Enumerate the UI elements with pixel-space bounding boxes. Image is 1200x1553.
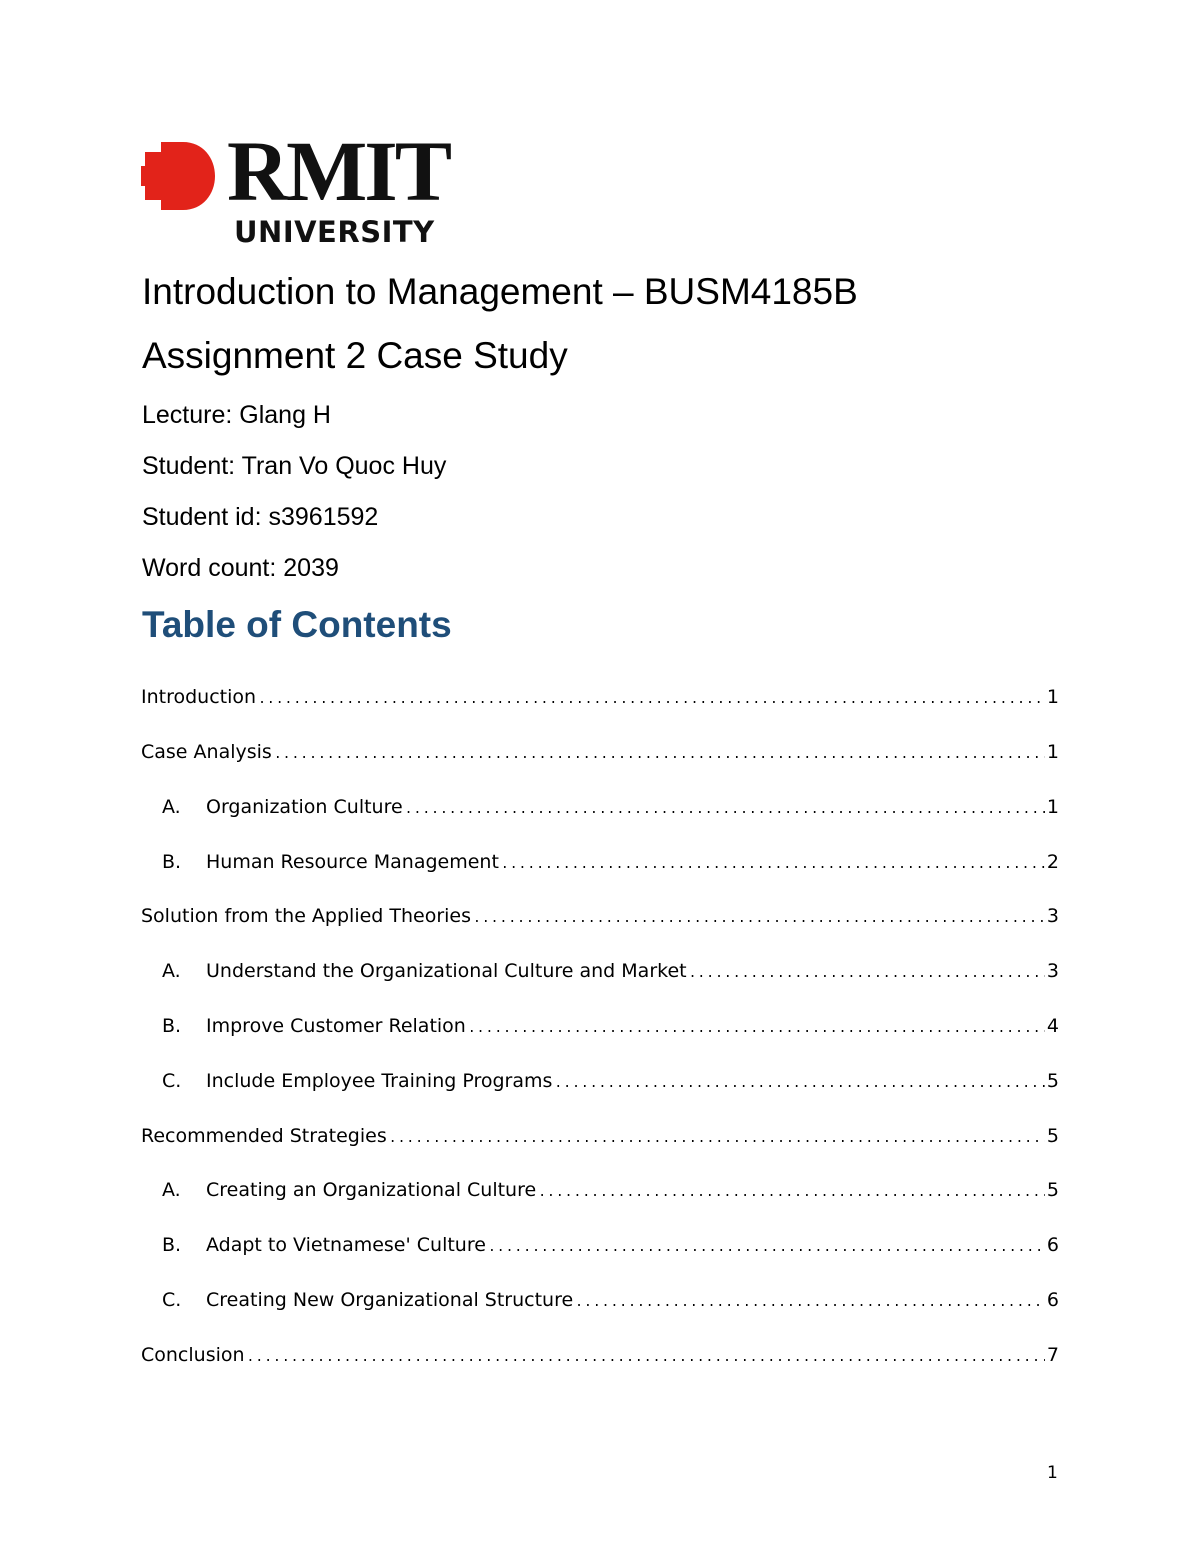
- toc-entry-page: 4: [1046, 1015, 1059, 1037]
- toc-entry-page: 1: [1046, 796, 1059, 818]
- course-title: Introduction to Management – BUSM4185B: [142, 271, 858, 312]
- toc-entry-page: 7: [1046, 1344, 1059, 1366]
- toc-entry-page: 5: [1046, 1070, 1059, 1092]
- toc-entry-page: 3: [1046, 960, 1059, 982]
- toc-entry-letter: A.: [162, 1179, 181, 1201]
- toc-entry-text: Organization Culture: [206, 796, 403, 818]
- toc-entry-letter: C.: [162, 1070, 182, 1092]
- lecture-line: Lecture: Glang H: [142, 401, 331, 429]
- toc-leader-dots: [538, 1180, 1045, 1206]
- assignment-title: Assignment 2 Case Study: [142, 335, 568, 376]
- toc-entry-page: 6: [1046, 1289, 1059, 1311]
- toc-entry-text: Include Employee Training Programs: [206, 1070, 553, 1092]
- toc-entry-text: Introduction: [141, 686, 257, 708]
- toc-leader-dots: [501, 852, 1045, 878]
- toc-entry-recommended-strategies[interactable]: [141, 1123, 1059, 1149]
- toc-leader-dots: [575, 1290, 1045, 1316]
- toc-entry-letter: A.: [162, 960, 181, 982]
- logo-wordmark: RMIT: [227, 123, 450, 219]
- toc-entry-text: Recommended Strategies: [141, 1125, 387, 1147]
- student-id-line: Student id: s3961592: [142, 503, 379, 531]
- toc-leader-dots: [554, 1071, 1044, 1097]
- toc-leader-dots: [405, 797, 1045, 823]
- toc-leader-dots: [258, 687, 1045, 713]
- toc-leader-dots: [247, 1345, 1045, 1371]
- rmit-pixel-emblem-icon: [141, 138, 221, 218]
- toc-entry-page: 3: [1046, 905, 1059, 927]
- toc-entry-letter: B.: [162, 1015, 182, 1037]
- toc-entry-solution-applied-theories[interactable]: [141, 903, 1059, 929]
- toc-entry-understand-culture-market[interactable]: [162, 958, 1059, 984]
- toc-entry-letter: A.: [162, 796, 181, 818]
- toc-entry-case-analysis[interactable]: [141, 739, 1059, 765]
- toc-entry-text: Understand the Organizational Culture and Market: [206, 960, 687, 982]
- toc-entry-page: 1: [1046, 741, 1059, 763]
- student-line: Student: Tran Vo Quoc Huy: [142, 452, 447, 480]
- toc-entry-conclusion[interactable]: [141, 1342, 1059, 1368]
- toc-entry-page: 1: [1046, 686, 1059, 708]
- toc-entry-text: Human Resource Management: [206, 851, 499, 873]
- toc-entry-text: Solution from the Applied Theories: [141, 905, 472, 927]
- toc-leader-dots: [488, 1235, 1045, 1261]
- toc-entry-introduction[interactable]: [141, 684, 1059, 710]
- toc-entry-text: Case Analysis: [141, 741, 272, 763]
- toc-entry-text: Conclusion: [141, 1344, 245, 1366]
- page-number: 1: [1047, 1463, 1058, 1483]
- toc-entry-creating-org-culture[interactable]: [162, 1177, 1059, 1203]
- toc-entry-page: 2: [1046, 851, 1059, 873]
- toc-leader-dots: [274, 742, 1045, 768]
- toc-heading: Table of Contents: [142, 604, 452, 645]
- toc-entry-page: 5: [1046, 1125, 1059, 1147]
- toc-entry-employee-training[interactable]: [162, 1068, 1059, 1094]
- toc-entry-organization-culture[interactable]: [162, 794, 1059, 820]
- toc-entry-letter: B.: [162, 851, 182, 873]
- toc-entry-letter: B.: [162, 1234, 182, 1256]
- toc-entry-page: 6: [1046, 1234, 1059, 1256]
- toc-leader-dots: [468, 1016, 1045, 1042]
- toc-entry-text: Adapt to Vietnamese' Culture: [206, 1234, 486, 1256]
- toc-entry-text: Creating an Organizational Culture: [206, 1179, 537, 1201]
- rmit-logo: [141, 123, 451, 250]
- toc-entry-improve-customer-relation[interactable]: [162, 1013, 1059, 1039]
- toc-entry-human-resource-management[interactable]: [162, 849, 1059, 875]
- toc-entry-text: Improve Customer Relation: [206, 1015, 466, 1037]
- toc-entry-text: Creating New Organizational Structure: [206, 1289, 574, 1311]
- toc-entry-page: 5: [1046, 1179, 1059, 1201]
- logo-subtitle: UNIVERSITY: [234, 215, 435, 249]
- toc-leader-dots: [689, 961, 1045, 987]
- toc-entry-letter: C.: [162, 1289, 182, 1311]
- toc-entry-new-org-structure[interactable]: [162, 1287, 1059, 1313]
- toc-leader-dots: [473, 906, 1045, 932]
- word-count-line: Word count: 2039: [142, 554, 339, 582]
- toc-entry-adapt-vietnamese-culture[interactable]: [162, 1232, 1059, 1258]
- toc-leader-dots: [389, 1126, 1045, 1152]
